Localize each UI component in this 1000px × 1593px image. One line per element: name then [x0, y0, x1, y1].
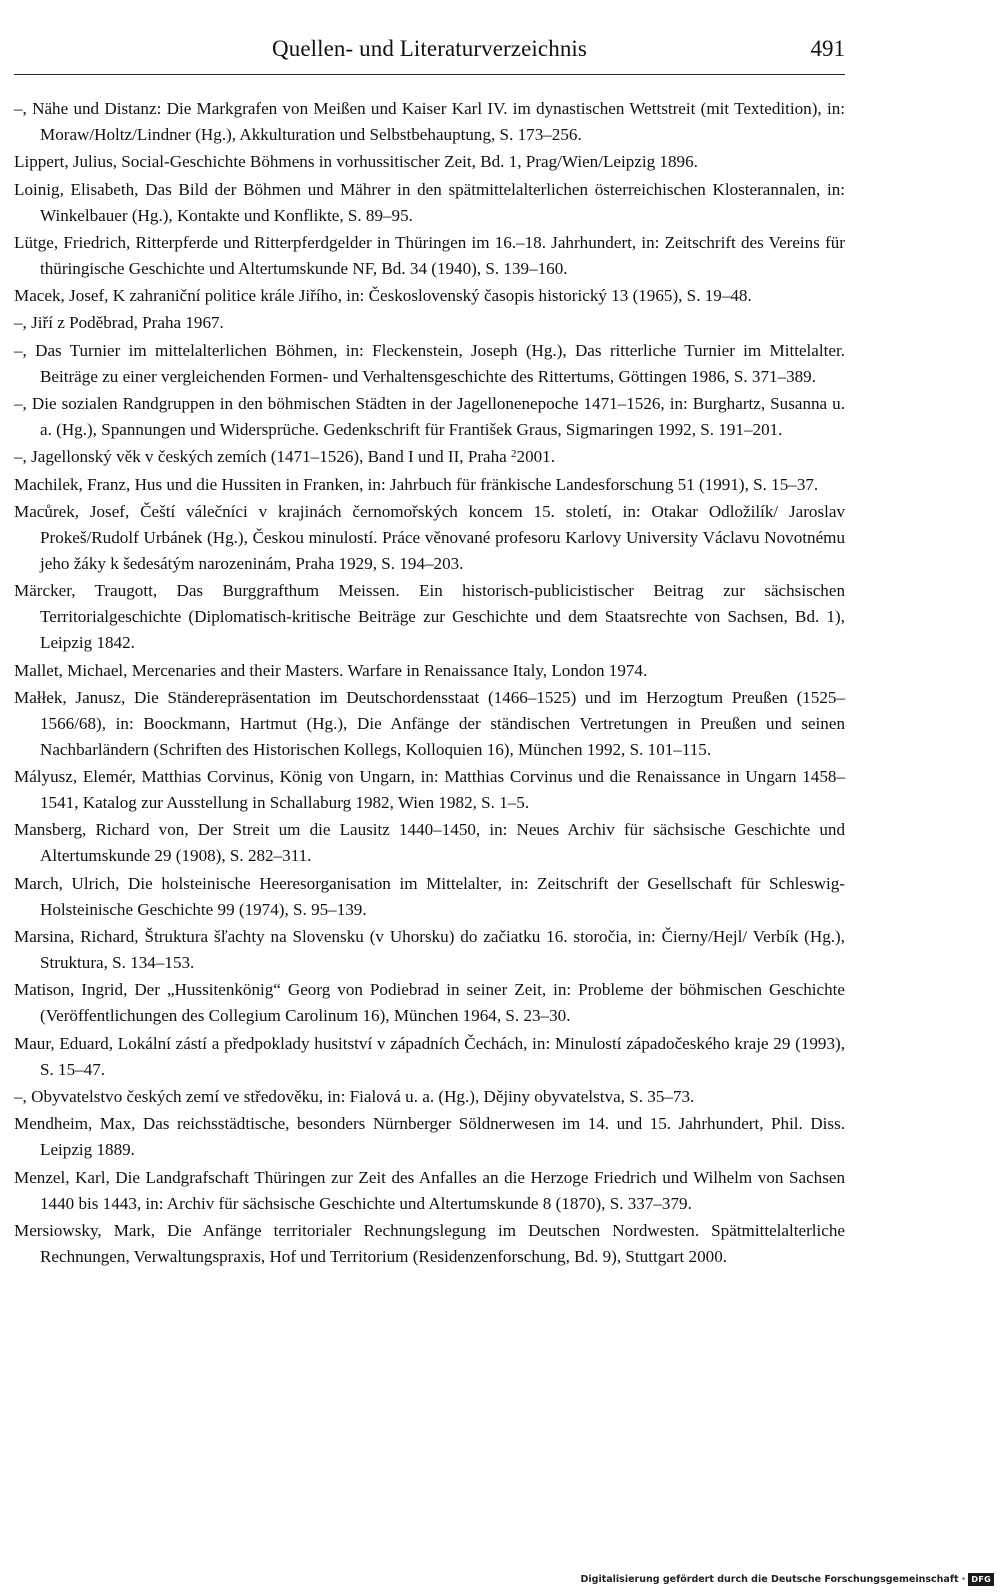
entry-text: Machilek, Franz, Hus und die Hussiten in Franken, in: Jahrbuch für fränkische Landesforschung 51 (1991), S. 15–37. [14, 474, 819, 494]
entry-text: Macek, Josef, K zahraniční politice krále Jiřího, in: Československý časopis historický 13 (1965), S. 19–48. [14, 286, 752, 306]
entry-text: 2001. [516, 447, 555, 467]
entry-text: –, Nähe und Distanz: Die Markgrafen von Meißen und Kaiser Karl IV. im dynastischen Wettstreit (mit Textedition), in: Moraw/Holtz/Lindner (Hg.), Akkulturation und Selbstbehauptung, S. 173–256. [14, 99, 845, 144]
bibliography-entry [14, 977, 845, 1029]
entry-text: Mersiowsky, Mark, Die Anfänge territorialer Rechnungslegung im Deutschen Nordwesten. Spätmittelalterliche Rechnungen, Verwaltungspraxis, Hof und Territorium (Residenzenforschung, Bd. 9), Stuttgart 2000. [14, 1220, 845, 1266]
dfg-logo-icon: DFG [968, 1573, 994, 1586]
entry-text: Märcker, Traugott, Das Burggrafthum Meissen. Ein historisch-publicistischer Beitrag zur sächsischen Territorialgeschichte (Diplomatisch-kritische Beiträge zur Geschichte und dem Staatsrechte von Sachsen, Bd. 1), Leipzig 1842. [14, 581, 845, 653]
entry-text: –, Jiří z Poděbrad, Praha 1967. [14, 313, 224, 333]
bibliography-entry [14, 1165, 845, 1217]
bibliography-entry [14, 310, 845, 336]
edition-superscript: 2 [511, 448, 517, 461]
entry-text: Marsina, Richard, Štruktura šľachty na Slovensku (v Uhorsku) do začiatku 16. storočia, in: Čierny/Hejl/ Verbík (Hg.), Struktura, S. 134–153. [14, 927, 845, 973]
bibliography-entry [14, 1111, 845, 1163]
bibliography-entry [14, 338, 845, 390]
entry-text: Loinig, Elisabeth, Das Bild der Böhmen und Mährer in den spätmittelalterlichen österreichischen Klosterannalen, in: Winkelbauer (Hg.), Kontakte und Konflikte, S. 89–95. [14, 179, 845, 225]
entry-text: –, Jagellonský věk v českých zemích (1471–1526), Band I und II, Praha [14, 447, 512, 467]
entry-text: Mendheim, Max, Das reichsstädtische, besonders Nürnberger Söldnerwesen im 14. und 15. Jahrhundert, Phil. Diss. Leipzig 1889. [14, 1114, 845, 1160]
header-rule [14, 74, 845, 75]
bibliography-entry [14, 817, 845, 869]
bibliography-entry [14, 578, 845, 656]
footer-text: Digitalisierung gefördert durch die Deutsche Forschungsgemeinschaft · [580, 1574, 966, 1585]
running-header [14, 36, 845, 76]
entry-text: Mansberg, Richard von, Der Streit um die Lausitz 1440–1450, in: Neues Archiv für sächsische Geschichte und Altertumskunde 29 (1908), S. 282–311. [14, 820, 845, 866]
digitization-footer [581, 1573, 994, 1586]
entry-text: March, Ulrich, Die holsteinische Heeresorganisation im Mittelalter, in: Zeitschrift der Gesellschaft für Schleswig-Holsteinische Geschichte 99 (1974), S. 95–139. [14, 873, 845, 919]
bibliography-entry [14, 499, 845, 577]
entry-text: Macůrek, Josef, Čeští válečníci v krajinách černomořských koncem 15. století, in: Otakar Odložilík/ Jaroslav Prokeš/Rudolf Urbánek (Hg.), Českou minulostí. Práce věnované profesoru Karlovy University Václavu Novotnému jeho žáky k šedesátým narozeninám, Praha 1929, S. 194–203. [14, 501, 845, 573]
entry-text: Lütge, Friedrich, Ritterpferde und Ritterpferdgelder in Thüringen im 16.–18. Jahrhundert, in: Zeitschrift des Vereins für thüringische Geschichte und Altertumskunde NF, Bd. 34 (1940), S. 139–160. [14, 232, 845, 278]
entry-text: Menzel, Karl, Die Landgrafschaft Thüringen zur Zeit des Anfalles an die Herzoge Friedrich und Wilhelm von Sachsen 1440 bis 1443, in: Archiv für sächsische Geschichte und Altertumskunde 8 (1870), S. 337–379. [14, 1167, 845, 1213]
bibliography-entry [14, 1218, 845, 1270]
bibliography-entry [14, 177, 845, 229]
entry-text: Małłek, Janusz, Die Ständerepräsentation im Deutschordensstaat (1466–1525) und im Herzogtum Preußen (1525–1566/68), in: Boockmann, Hartmut (Hg.), Die Anfänge der ständischen Vertretungen in Preußen und seinen Nachbarländern (Schriften des Historischen Kollegs, Kolloquien 16), München 1992, S. 101–115. [14, 687, 845, 759]
page-title: Quellen- und Literaturverzeichnis [272, 36, 587, 61]
entry-text: Lippert, Julius, Social-Geschichte Böhmens in vorhussitischer Zeit, Bd. 1, Prag/Wien/Leipzig 1896. [14, 152, 698, 172]
bibliography-entry [14, 1084, 845, 1110]
entry-text: Matison, Ingrid, Der „Hussitenkönig“ Georg von Podiebrad in seiner Zeit, in: Probleme der böhmischen Geschichte (Veröffentlichungen des Collegium Carolinum 16), München 1964, S. 23–30. [14, 980, 845, 1026]
bibliography-entry [14, 924, 845, 976]
bibliography-entry [14, 391, 845, 443]
entry-text: Mályusz, Elemér, Matthias Corvinus, König von Ungarn, in: Matthias Corvinus und die Renaissance in Ungarn 1458–1541, Katalog zur Ausstellung in Schallaburg 1982, Wien 1982, S. 1–5. [14, 767, 845, 813]
entry-text: –, Die sozialen Randgruppen in den böhmischen Städten in der Jagellonenepoche 1471–1526, in: Burghartz, Susanna u. a. (Hg.), Spannungen und Widersprüche. Gedenkschrift für František Graus, Sigmaringen 1992, S. 191–201. [14, 394, 845, 440]
bibliography-entry [14, 444, 845, 470]
bibliography-entry [14, 230, 845, 282]
bibliography-entry [14, 685, 845, 763]
page-number: 491 [810, 36, 845, 61]
bibliography-list [14, 96, 845, 1271]
bibliography-entry [14, 871, 845, 923]
bibliography-entry [14, 1031, 845, 1083]
entry-text: Mallet, Michael, Mercenaries and their Masters. Warfare in Renaissance Italy, London 1974. [14, 660, 648, 680]
bibliography-entry [14, 96, 845, 148]
bibliography-entry [14, 283, 845, 309]
bibliography-entry [14, 149, 845, 175]
bibliography-entry [14, 472, 845, 498]
bibliography-entry [14, 764, 845, 816]
entry-text: –, Das Turnier im mittelalterlichen Böhmen, in: Fleckenstein, Joseph (Hg.), Das ritterliche Turnier im Mittelalter. Beiträge zu einer vergleichenden Formen- und Verhaltensgeschichte des Rittertums, Göttingen 1986, S. 371–389. [14, 340, 845, 386]
bibliography-entry [14, 658, 845, 684]
entry-text: Maur, Eduard, Lokální zástí a předpoklady husitství v západních Čechách, in: Minulostí západočeského kraje 29 (1993), S. 15–47. [14, 1033, 845, 1079]
entry-text: –, Obyvatelstvo českých zemí ve středověku, in: Fialová u. a. (Hg.), Dějiny obyvatelstva, S. 35–73. [14, 1086, 695, 1106]
